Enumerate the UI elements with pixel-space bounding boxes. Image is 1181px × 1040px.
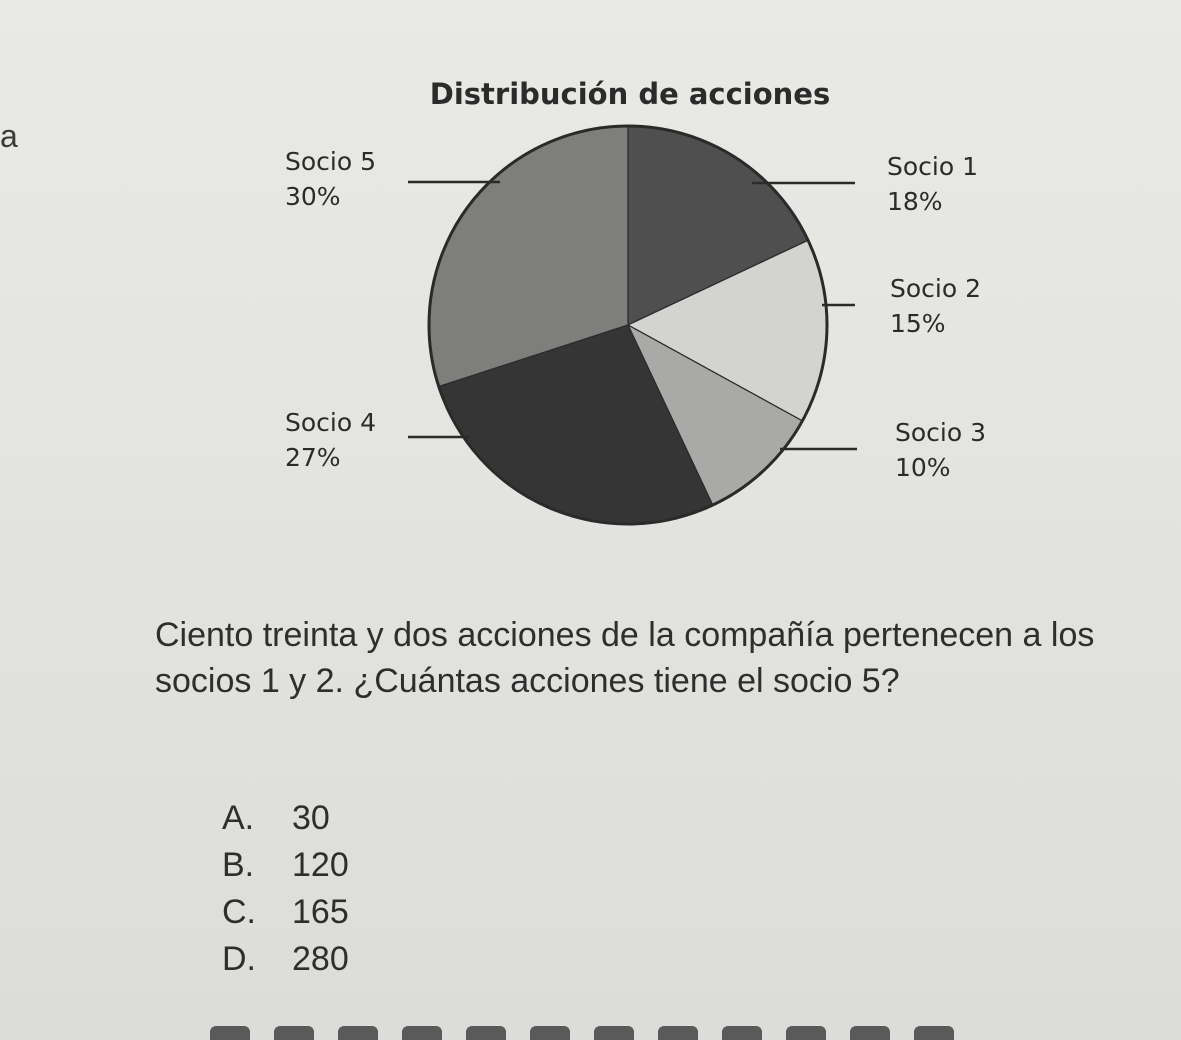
margin-fragment: a	[0, 118, 18, 154]
pie-slices	[429, 126, 827, 524]
option-value: 165	[292, 893, 349, 931]
cut-off-next-line	[210, 1026, 1110, 1040]
option-b[interactable]	[222, 842, 349, 889]
answer-options	[222, 795, 349, 983]
slice-value-label-4: 27%	[285, 443, 341, 472]
option-d[interactable]	[222, 936, 349, 983]
slice-name-label-3: Socio 3	[895, 418, 987, 447]
slice-name-label-5: Socio 5	[285, 147, 377, 176]
slice-value-label-3: 10%	[895, 453, 951, 482]
option-letter: C.	[222, 893, 256, 931]
slice-value-label-1: 18%	[887, 187, 943, 216]
option-c[interactable]	[222, 889, 349, 936]
option-a[interactable]	[222, 795, 349, 842]
option-value: 30	[292, 799, 330, 837]
slice-value-label-5: 30%	[285, 182, 341, 211]
question-text: Ciento treinta y dos acciones de la compañía pertenecen a los socios 1 y 2. ¿Cuántas acciones tiene el socio 5?	[155, 616, 1095, 700]
slice-name-label-1: Socio 1	[887, 152, 979, 181]
slice-name-label-4: Socio 4	[285, 408, 377, 437]
option-value: 280	[292, 940, 349, 978]
option-letter: A.	[222, 799, 255, 837]
option-value: 120	[292, 846, 349, 884]
slice-value-label-2: 15%	[890, 309, 946, 338]
slice-name-label-2: Socio 2	[890, 274, 982, 303]
option-letter: B.	[222, 846, 255, 884]
option-letter: D.	[222, 940, 256, 978]
chart-title: Distribución de acciones	[429, 77, 831, 111]
